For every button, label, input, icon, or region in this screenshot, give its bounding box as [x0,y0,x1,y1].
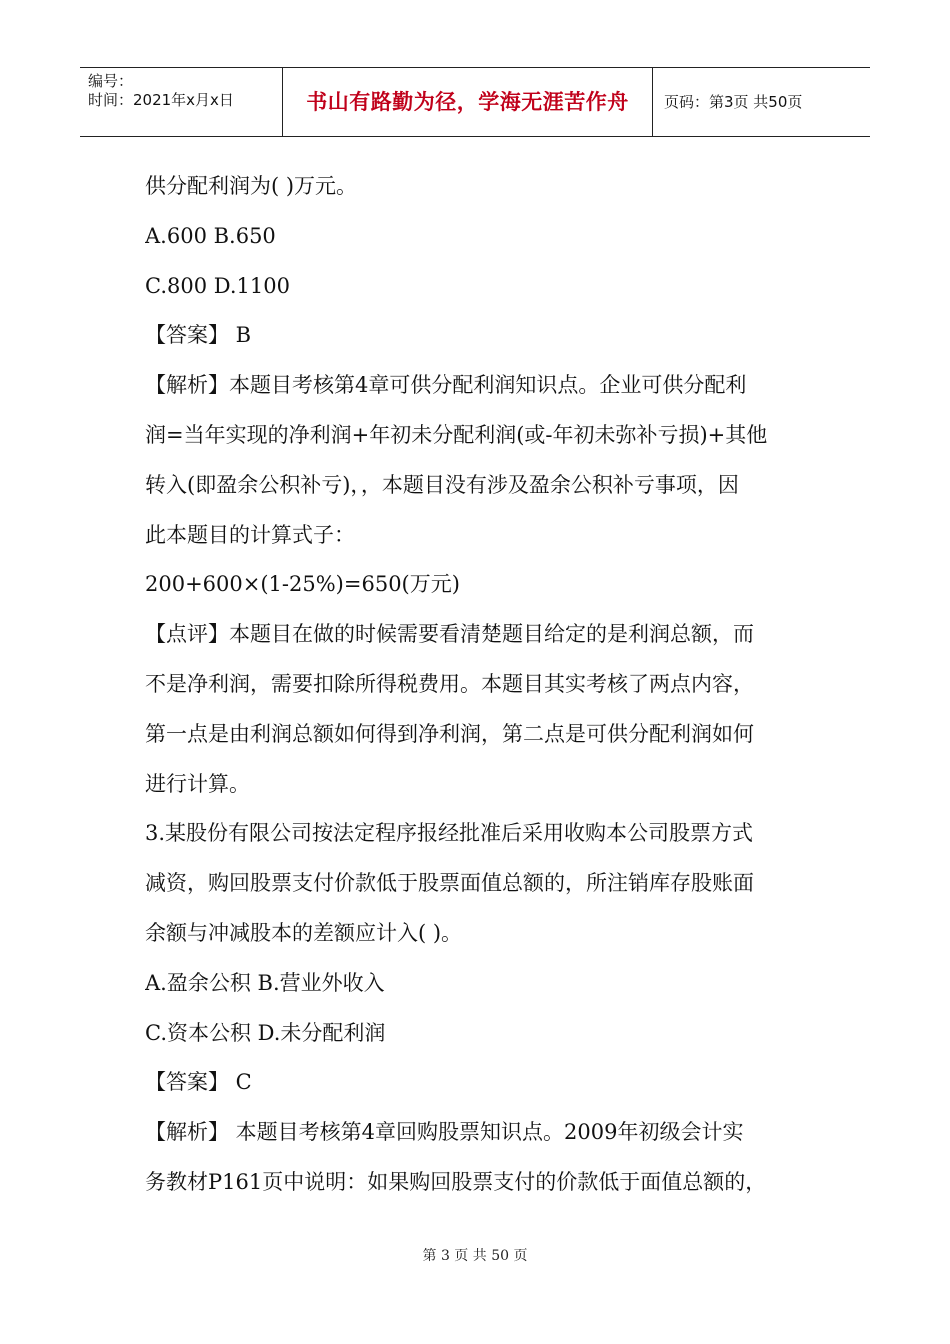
text-line: 供分配利润为( )万元。 [145,174,358,198]
text-line: 减资，购回股票支付价款低于股票面值总额的，所注销库存股账面 [145,871,754,896]
page-footer: 第 3 页 共 50 页 [422,1248,528,1264]
document-body [145,162,810,1208]
text-line: 【解析】 本题目考核第4章回购股票知识点。2009年初级会计实 [145,1120,744,1145]
text-line: C.资本公积 D.未分配利润 [145,1020,386,1045]
header-page-info [654,68,870,136]
header-motto: 书山有路勤为径，学海无涯苦作舟 [283,68,653,136]
text-line: 3.某股份有限公司按法定程序报经批准后采用收购本公司股票方式 [145,821,754,846]
text-line: 进行计算。 [145,771,250,796]
header-page-text: 页码：第3页 共50页 [664,93,803,111]
text-line: A.盈余公积 B.营业外收入 [145,970,385,995]
text-line: 第一点是由利润总额如何得到净利润，第二点是可供分配利润如何 [145,721,754,746]
text-line: 此本题目的计算式子： [145,522,355,547]
text-line: 【答案】 B [145,323,252,348]
text-line: 转入(即盈余公积补亏)，，本题目没有涉及盈余公积补亏事项，因 [145,472,739,497]
text-line: 200+600×(1-25%)=650(万元) [145,572,460,597]
header-number-label: 编号： [88,72,134,90]
header-date: 时间：2021年x月x日 [88,91,234,109]
text-line: C.800 D.1100 [145,273,290,298]
header-meta [80,68,283,136]
text-line: 【点评】本题目在做的时候需要看清楚题目给定的是利润总额，而 [145,622,754,647]
text-line: 不是净利润，需要扣除所得税费用。本题目其实考核了两点内容， [145,671,754,696]
text-line: 【答案】 C [145,1070,252,1095]
text-line: A.600 B.650 [145,223,276,248]
text-line: 余额与冲减股本的差额应计入( )。 [145,920,463,945]
page-header [80,67,870,137]
text-line: 务教材P161页中说明：如果购回股票支付的价款低于面值总额的， [145,1169,767,1194]
text-line: 润=当年实现的净利润+年初未分配利润(或-年初未弥补亏损)+其他 [145,422,768,447]
text-line: 【解析】本题目考核第4章可供分配利润知识点。企业可供分配利 [145,373,747,398]
